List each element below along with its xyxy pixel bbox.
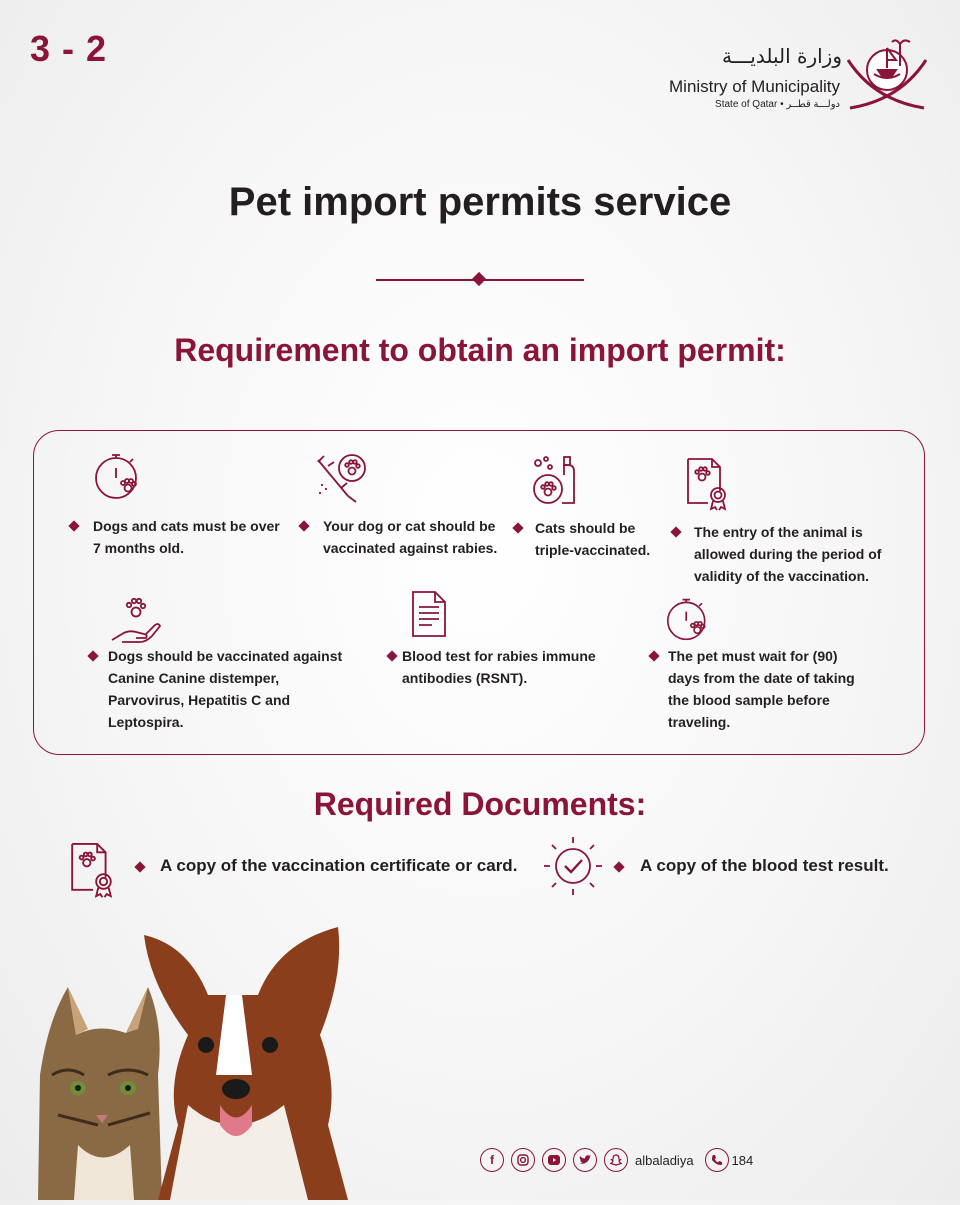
ministry-name-arabic: وزارة البلديـــة xyxy=(721,44,842,68)
cat-and-dog-photo xyxy=(38,925,358,1200)
check-badge-icon xyxy=(540,834,606,898)
paw-certificate-icon xyxy=(684,455,730,511)
requirement-text-validity: The entry of the animal is allowed during the period of validity of the vaccination. xyxy=(694,524,882,584)
requirement-text-dog-vaccines: Dogs should be vaccinated against Canine Canine distemper, Parvovirus, Hepatitis C and Leptospira. xyxy=(108,648,343,730)
bullet-diamond xyxy=(613,861,624,872)
bullet-diamond xyxy=(134,861,145,872)
requirement-text-age: Dogs and cats must be over 7 months old. xyxy=(93,518,280,556)
ministry-name-english: Ministry of Municipality xyxy=(669,77,840,96)
syringe-paw-icon xyxy=(314,452,370,506)
requirement-text-wait: The pet must wait for (90) days from the date of taking the blood sample before traveling. xyxy=(668,648,855,730)
documents-heading: Required Documents: xyxy=(313,786,647,822)
ministry-state-label: State of Qatar • دولـــة قطــر xyxy=(715,99,840,110)
hotline-number: 184 xyxy=(731,1152,754,1168)
paw-stopwatch-icon xyxy=(92,450,146,502)
snapchat-icon[interactable] xyxy=(604,1148,628,1172)
social-links xyxy=(480,1147,753,1173)
facebook-icon[interactable]: f xyxy=(480,1148,504,1172)
twitter-icon[interactable] xyxy=(573,1148,597,1172)
divider-diamond xyxy=(472,272,486,286)
requirements-heading: Requirement to obtain an import permit: xyxy=(174,332,786,368)
requirement-text-cats: Cats should be triple-vaccinated. xyxy=(535,520,651,558)
requirement-text-rabies: Your dog or cat should be vaccinated against rabies. xyxy=(323,518,498,556)
phone-icon[interactable] xyxy=(705,1148,729,1172)
youtube-icon[interactable] xyxy=(542,1148,566,1172)
page-number: 3 - 2 xyxy=(30,28,108,69)
qatar-emblem-icon xyxy=(844,30,930,114)
paw-stopwatch-icon xyxy=(664,595,714,643)
page-title: Pet import permits service xyxy=(228,180,732,224)
document-text-blood-result: A copy of the blood test result. xyxy=(640,856,889,875)
document-icon xyxy=(410,589,448,639)
instagram-icon[interactable] xyxy=(511,1148,535,1172)
paw-bottle-icon xyxy=(530,453,578,507)
social-handle: albaladiya xyxy=(635,1152,694,1168)
requirement-text-blood-test: Blood test for rabies immune antibodies (RSNT). xyxy=(402,648,596,686)
paw-certificate-icon xyxy=(68,838,116,900)
document-text-vaccination: A copy of the vaccination certificate or card. xyxy=(160,856,518,875)
paw-hand-icon xyxy=(110,596,162,646)
